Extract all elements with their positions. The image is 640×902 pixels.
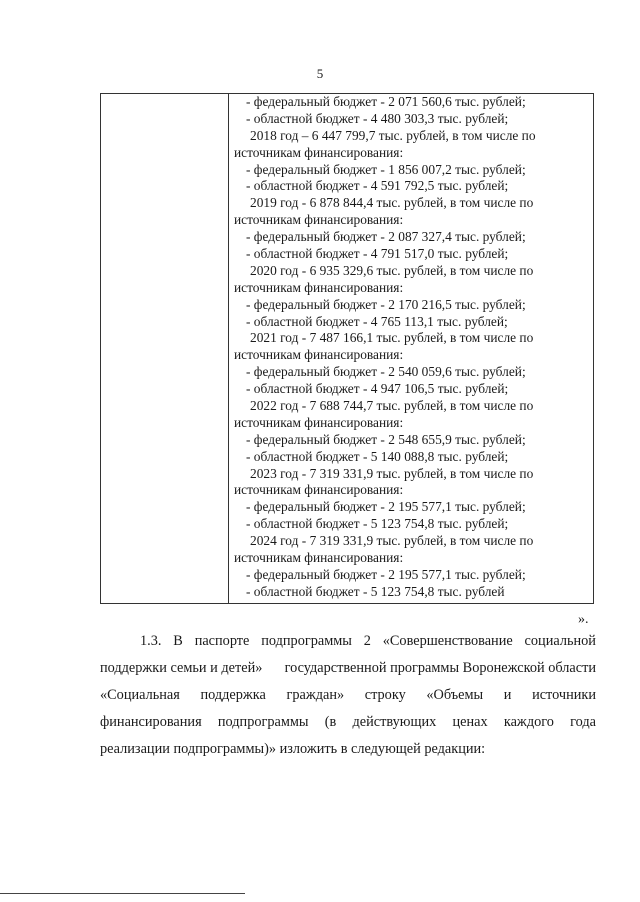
paragraph-line [100, 682, 596, 709]
financing-line: источникам финансирования: [234, 550, 404, 566]
paragraph-word: года [570, 714, 596, 730]
paragraph-word: 2 [363, 633, 371, 649]
financing-line: - федеральный бюджет - 2 195 577,1 тыс. рублей; [246, 499, 526, 515]
financing-line: 2018 год – 6 447 799,7 тыс. рублей, в том числе по [250, 127, 536, 143]
paragraph-line [100, 628, 596, 655]
financing-line: - федеральный бюджет - 2 087 327,4 тыс. рублей; [246, 229, 526, 245]
paragraph-word: 1.3. [140, 633, 162, 649]
page-number: 5 [316, 66, 324, 81]
financing-line: 2020 год - 6 935 329,6 тыс. рублей, в том числе по [250, 262, 534, 278]
paragraph-word: каждого [503, 714, 554, 730]
financing-line: - федеральный бюджет - 2 170 216,5 тыс. рублей; [246, 296, 526, 312]
paragraph-line [100, 655, 596, 682]
amendment-paragraph [100, 628, 596, 763]
financing-line: источникам финансирования: [234, 347, 404, 363]
financing-line: - областной бюджет - 4 480 303,3 тыс. рублей; [246, 110, 509, 126]
financing-line: - федеральный бюджет - 2 548 655,9 тыс. рублей; [246, 431, 526, 447]
funding-table [100, 93, 594, 604]
financing-line: источникам финансирования: [234, 144, 404, 160]
paragraph-word: и [503, 687, 512, 703]
financing-line: 2022 год - 7 688 744,7 тыс. рублей, в том числе по [250, 398, 534, 414]
paragraph-word: паспорте [194, 633, 250, 649]
financing-line: источникам финансирования: [234, 279, 404, 295]
paragraph-word: финансирования [100, 714, 202, 730]
paragraph-word: реализации подпрограммы)» изложить в следующей редакции: [100, 741, 486, 757]
paragraph-word: граждан» [286, 687, 345, 703]
footer-rule [0, 893, 245, 894]
financing-line: - федеральный бюджет - 1 856 007,2 тыс. рублей; [246, 161, 526, 177]
financing-line: - областной бюджет - 5 123 754,8 тыс. рублей [246, 583, 505, 599]
paragraph-word: поддержки семьи и детей» [100, 660, 263, 676]
closing-quote: ». [578, 612, 589, 627]
financing-line: источникам финансирования: [234, 414, 404, 430]
financing-line: 2019 год - 6 878 844,4 тыс. рублей, в том числе по [250, 195, 534, 211]
paragraph-word: поддержка [200, 687, 266, 703]
paragraph-word: подпрограммы [217, 714, 309, 730]
paragraph-word: источники [532, 687, 596, 703]
financing-line: источникам финансирования: [234, 482, 404, 498]
paragraph-word: государственной программы Воронежской области [284, 660, 596, 676]
paragraph-word: социальной [524, 633, 596, 649]
table-content-cell [229, 94, 593, 603]
financing-line: - федеральный бюджет - 2 195 577,1 тыс. рублей; [246, 566, 526, 582]
financing-line: источникам финансирования: [234, 212, 404, 228]
paragraph-word: (в [324, 714, 337, 730]
paragraph-word: «Совершенствование [382, 633, 513, 649]
financing-line: - федеральный бюджет - 2 071 560,6 тыс. рублей; [246, 94, 526, 109]
paragraph-word: В [173, 633, 183, 649]
paragraph-word: ценах [452, 714, 488, 730]
paragraph-line [100, 736, 596, 763]
financing-line: 2021 год - 7 487 166,1 тыс. рублей, в том числе по [250, 330, 534, 346]
table-label-cell [101, 94, 229, 603]
financing-line: - областной бюджет - 5 123 754,8 тыс. рублей; [246, 516, 509, 532]
financing-line: - областной бюджет - 4 791 517,0 тыс. рублей; [246, 246, 509, 262]
financing-line: 2023 год - 7 319 331,9 тыс. рублей, в том числе по [250, 465, 534, 481]
paragraph-word: «Социальная [100, 687, 180, 703]
financing-line: - областной бюджет - 4 591 792,5 тыс. рублей; [246, 178, 509, 194]
financing-line: - областной бюджет - 4 947 106,5 тыс. рублей; [246, 381, 509, 397]
financing-line: - областной бюджет - 5 140 088,8 тыс. рублей; [246, 448, 509, 464]
paragraph-line [100, 709, 596, 736]
paragraph-word: подпрограммы [261, 633, 352, 649]
financing-line: - федеральный бюджет - 2 540 059,6 тыс. рублей; [246, 364, 526, 380]
paragraph-word: «Объемы [426, 687, 484, 703]
financing-line: 2024 год - 7 319 331,9 тыс. рублей, в том числе по [250, 533, 534, 549]
paragraph-word: действующих [352, 714, 437, 730]
paragraph-word: строку [364, 687, 406, 703]
financing-line: - областной бюджет - 4 765 113,1 тыс. рублей; [246, 313, 508, 329]
